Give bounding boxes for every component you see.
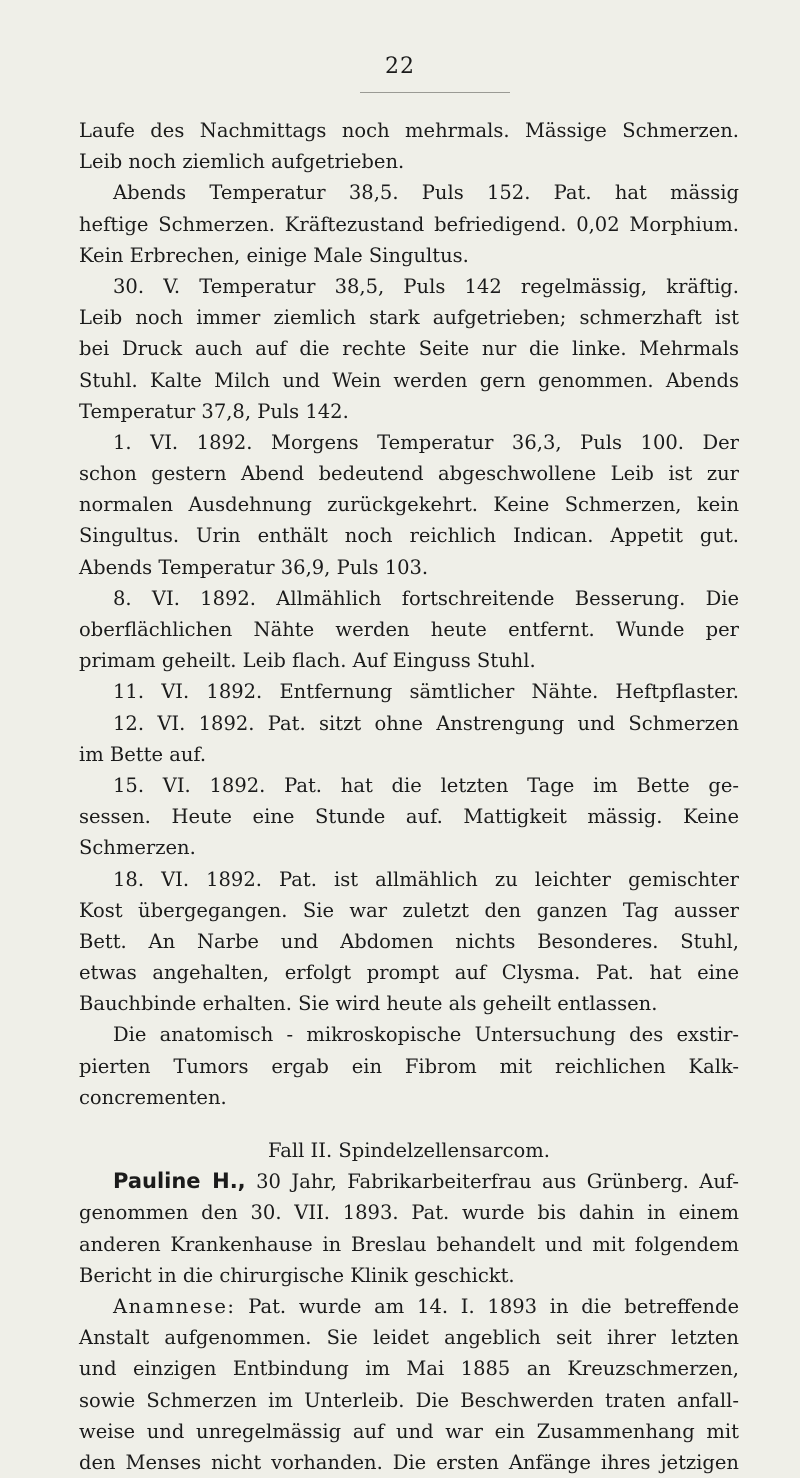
text-line: genommen den 30. VII. 1893. Pat. wurde bis dahin in einem (79, 1201, 739, 1225)
body-text (79, 115, 739, 1478)
text-line: Laufe des Nachmittags noch mehrmals. Mässige Schmerzen. (79, 119, 739, 142)
text-line: Abends Temperatur 38,5. Puls 152. Pat. hat mässig (113, 181, 739, 205)
text-line: 15. VI. 1892. Pat. hat die letzten Tage im Bette ge- (113, 773, 739, 797)
text-line: den Menses nicht vorhanden. Die ersten Anfänge ihres jetzigen (79, 1450, 739, 1474)
text-line: 11. VI. 1892. Entfernung sämtlicher Nähte. Heftpflaster. (113, 680, 739, 704)
text-line: sowie Schmerzen im Unterleib. Die Beschwerden traten anfall- (79, 1388, 739, 1412)
text-line: 12. VI. 1892. Pat. sitzt ohne Anstrengung und Schmerzen (113, 711, 739, 735)
text-line: Bauchbinde erhalten. Sie wird heute als geheilt entlassen. (79, 992, 658, 1016)
text-line: heftige Schmerzen. Kräftezustand befriedigend. 0,02 Morphium. (79, 212, 739, 236)
text-line: 8. VI. 1892. Allmählich fortschreitende Besserung. Die (113, 586, 739, 610)
page-number: 22 (385, 54, 415, 79)
text-line: im Bette auf. (79, 742, 207, 766)
text-line: schon gestern Abend bedeutend abgeschwollene Leib ist zur (79, 462, 739, 486)
text-line: weise und unregelmässig auf und war ein Zusammenhang mit (79, 1419, 739, 1443)
text-line: etwas angehalten, erfolgt prompt auf Clysma. Pat. hat eine (79, 961, 739, 985)
text-line: Kost übergegangen. Sie war zuletzt den ganzen Tag ausser (79, 898, 739, 922)
text-line: 18. VI. 1892. Pat. ist allmählich zu leichter gemischter (113, 867, 739, 891)
case-heading: Fall II. Spindelzellensarcom. (268, 1139, 550, 1162)
text-line: Abends Temperatur 36,9, Puls 103. (79, 555, 429, 579)
text-fragment: 30 Jahr, Fabrikarbeiterfrau aus Grünberg. Auf- (256, 1170, 739, 1194)
text-line: oberflächlichen Nähte werden heute entfernt. Wunde per (79, 618, 739, 641)
text-line: Bericht in die chirurgische Klinik geschickt. (79, 1263, 515, 1287)
text-line: Anstalt aufgenommen. Sie leidet angeblich seit ihrer letzten (79, 1326, 739, 1350)
text-line: pierten Tumors ergab ein Fibrom mit reichlichen Kalk- (79, 1054, 739, 1078)
text-line: Leib noch ziemlich aufgetrieben. (79, 150, 405, 174)
text-line: Die anatomisch - mikroskopische Untersuchung des exstir- (113, 1023, 739, 1047)
case-intro-line (79, 1166, 739, 1197)
text-line: normalen Ausdehnung zurückgekehrt. Keine Schmerzen, kein (79, 493, 739, 517)
text-line: concrementen. (79, 1085, 227, 1109)
text-line: anderen Krankenhause in Breslau behandelt und mit folgendem (79, 1232, 739, 1256)
text-line: Temperatur 37,8, Puls 142. (79, 399, 349, 423)
text-line: Kein Erbrechen, einige Male Singultus. (79, 243, 469, 267)
text-line: Singultus. Urin enthält noch reichlich Indican. Appetit gut. (79, 524, 739, 548)
text-line: Leib noch immer ziemlich stark aufgetrieben; schmerzhaft ist (79, 306, 739, 330)
text-line: Stuhl. Kalte Milch und Wein werden gern genommen. Abends (79, 368, 739, 392)
header-rule (360, 92, 510, 93)
text-line: und einzigen Entbindung im Mai 1885 an Kreuzschmerzen, (79, 1357, 739, 1381)
text-line: sessen. Heute eine Stunde auf. Mattigkeit mässig. Keine (79, 805, 739, 829)
text-line: 1. VI. 1892. Morgens Temperatur 36,3, Puls 100. Der (113, 430, 739, 454)
text-line: primam geheilt. Leib flach. Auf Einguss Stuhl. (79, 649, 536, 673)
anamnese-label: Anamnese: (113, 1294, 236, 1318)
text-line: Schmerzen. (79, 836, 196, 860)
text-fragment: Pat. wurde am 14. I. 1893 in die betreffende (248, 1294, 739, 1318)
anamnese-line (79, 1291, 739, 1322)
patient-name: Pauline H., (113, 1169, 246, 1194)
text-line: 30. V. Temperatur 38,5, Puls 142 regelmässig, kräftig. (113, 274, 739, 298)
text-line: bei Druck auch auf die rechte Seite nur die linke. Mehrmals (79, 337, 739, 361)
text-line: Bett. An Narbe und Abdomen nichts Besonderes. Stuhl, (79, 929, 739, 953)
